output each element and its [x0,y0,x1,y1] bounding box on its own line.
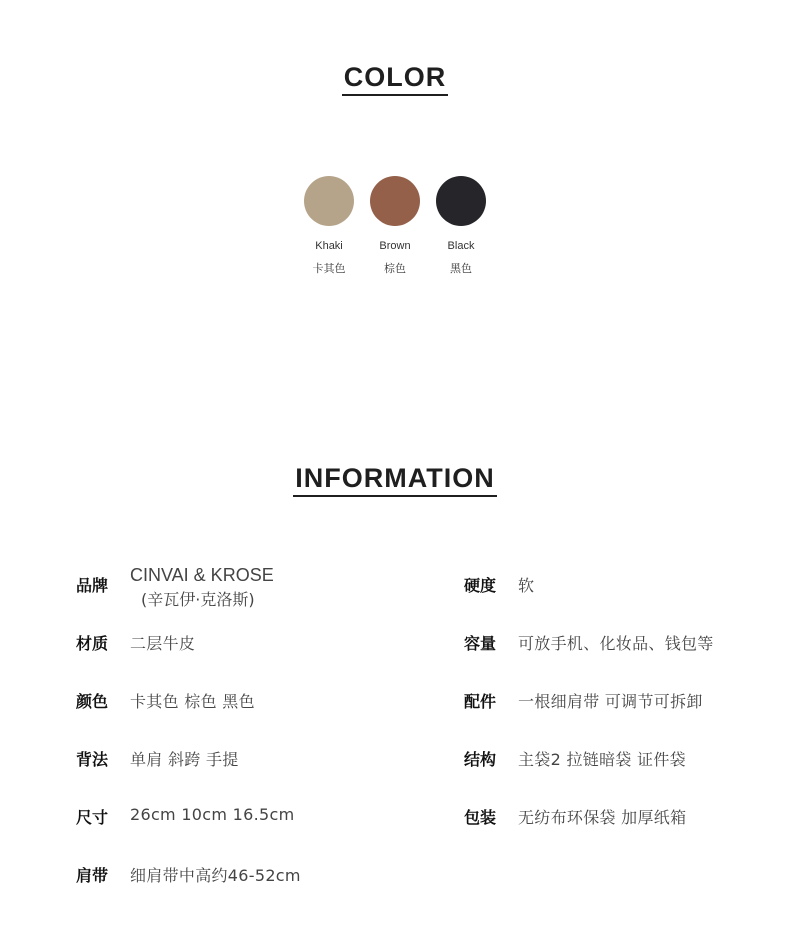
color-section-title: COLOR [0,62,790,96]
info-key: 品牌 [76,576,109,595]
info-key: 容量 [464,634,497,653]
info-key: 肩带 [76,866,109,885]
info-key: 材质 [76,634,109,653]
info-value: 卡其色 棕色 黑色 [130,692,255,711]
info-value: 主袋2 拉链暗袋 证件袋 [518,750,686,769]
swatch-label-en: Khaki [315,240,343,252]
swatch-label-cn: 棕色 [384,262,406,275]
info-value: 二层牛皮 [130,634,196,653]
swatch-label-en: Black [447,240,475,252]
info-key: 硬度 [464,576,497,595]
swatch-label-cn: 卡其色 [312,262,346,275]
info-key: 背法 [76,750,109,769]
info-key: 包装 [464,808,497,827]
brand-name-en: CINVAI & KROSE [130,565,274,585]
swatch-label-cn: 黑色 [450,262,472,275]
color-dot-khaki [304,176,354,226]
info-value: 无纺布环保袋 加厚纸箱 [518,808,687,827]
info-key: 颜色 [76,692,109,711]
info-value: 单肩 斜跨 手提 [130,750,239,769]
swatch-khaki[interactable] [304,176,354,275]
info-value: 26cm 10cm 16.5cm [130,805,295,824]
info-value: 一根细肩带 可调节可拆卸 [518,692,703,711]
swatch-brown[interactable] [370,176,420,275]
information-section-title: INFORMATION [0,463,790,497]
info-key: 尺寸 [76,808,109,827]
swatch-label-en: Brown [379,240,411,252]
swatch-black[interactable] [436,176,486,275]
info-key: 结构 [464,750,497,769]
color-dot-black [436,176,486,226]
info-value: 细肩带中高约46-52cm [130,866,301,885]
info-value: 软 [518,576,535,595]
info-key: 配件 [464,692,497,711]
color-dot-brown [370,176,420,226]
info-value: 可放手机、化妆品、钱包等 [518,634,714,653]
brand-name-cn: (辛瓦伊·克洛斯) [141,590,255,609]
